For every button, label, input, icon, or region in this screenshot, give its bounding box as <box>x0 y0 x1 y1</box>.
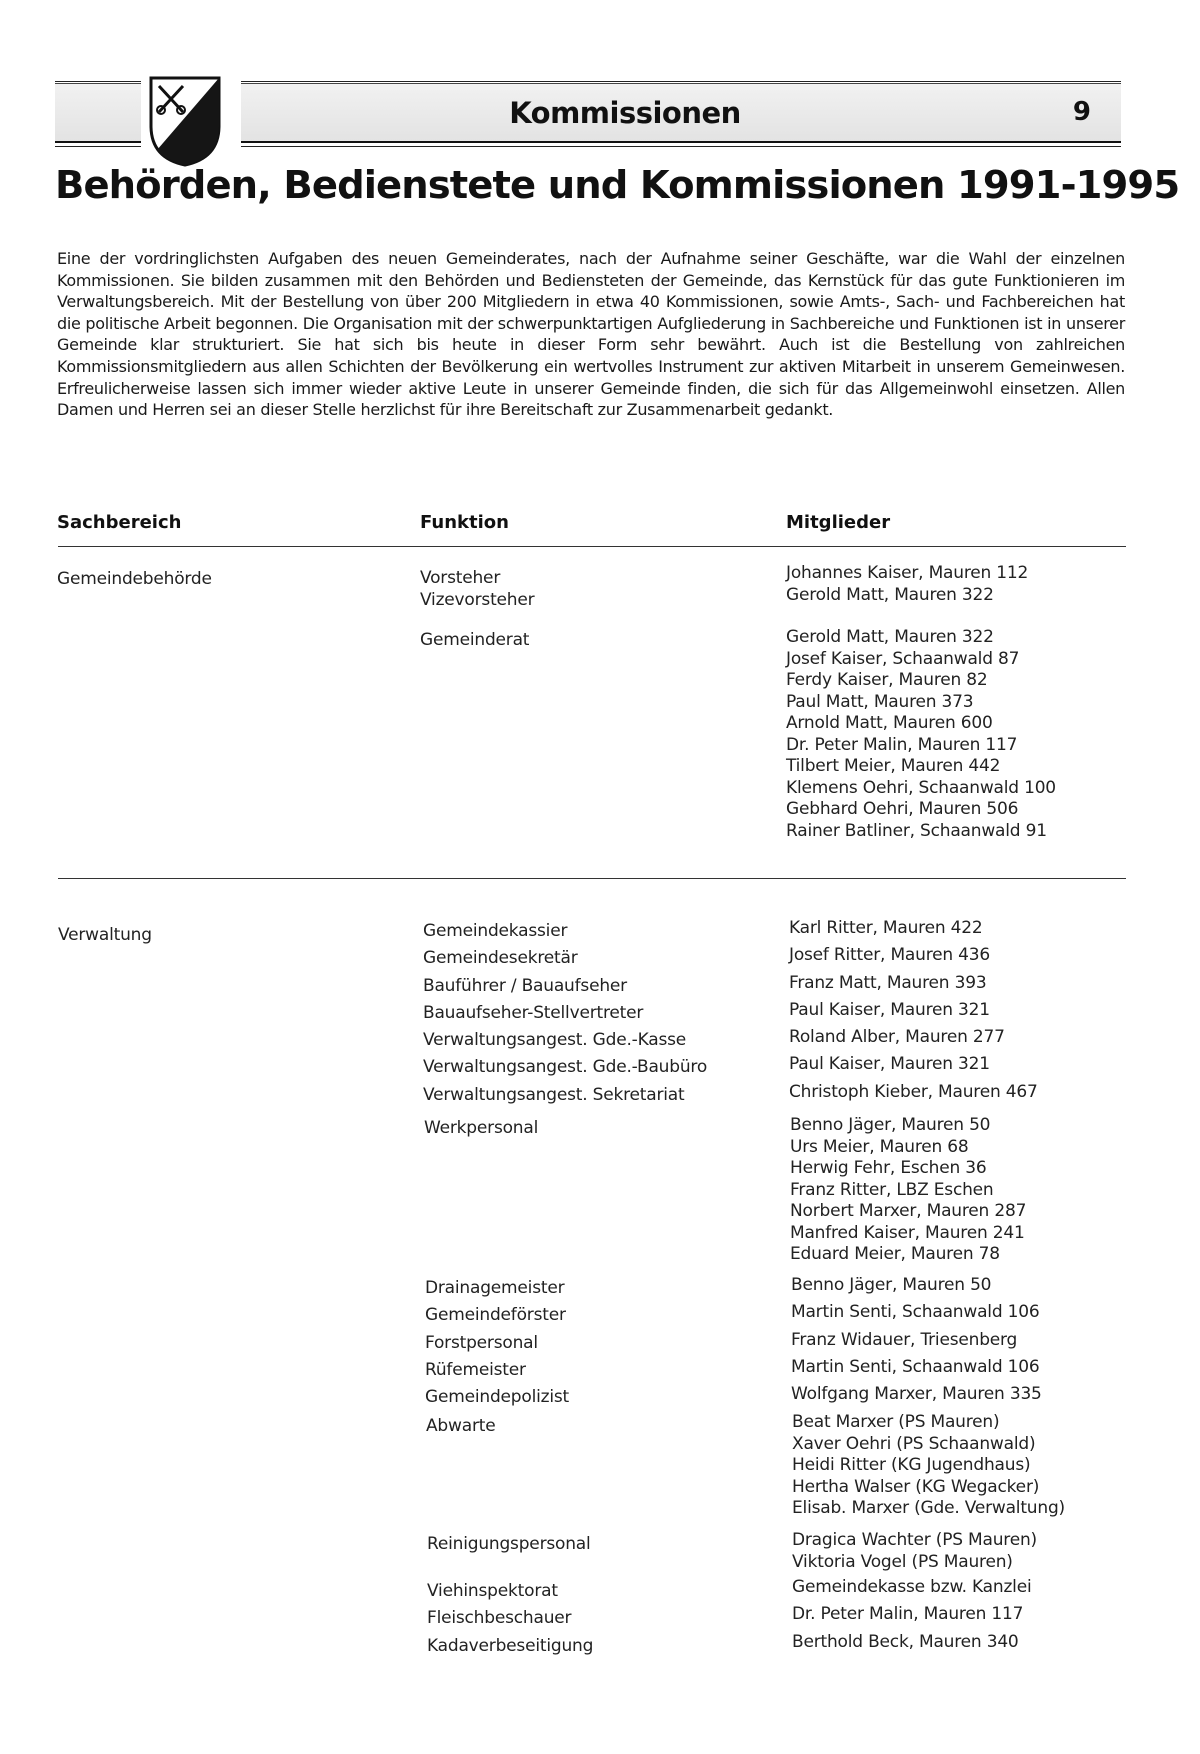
function-item: Rüfemeister <box>425 1359 526 1380</box>
member-item: Rainer Batliner, Schaanwald 91 <box>786 820 1047 841</box>
member-item: Martin Senti, Schaanwald 106 <box>791 1302 1040 1323</box>
members-block-forst <box>791 1272 1042 1408</box>
column-header-funktion: Funktion <box>420 512 509 533</box>
area-label: Verwaltung <box>58 925 152 945</box>
function-item: Verwaltungsangest. Sekretariat <box>423 1084 685 1105</box>
function-item: Forstpersonal <box>425 1332 538 1353</box>
member-item: Josef Kaiser, Schaanwald 87 <box>786 648 1020 669</box>
member-item: Martin Senti, Schaanwald 106 <box>791 1356 1040 1377</box>
intro-paragraph: Eine der vordringlichsten Aufgaben des neuen Gemeinderates, nach der Aufnahme seiner Geschäfte, war die Wahl der einzelnen Kommissionen. Sie bilden zusammen mit den Behörden und Bediensteten der Gemeinde, das Kernstück für das gute Funktionieren im Verwaltungsbereich. Mit der Bestellung von über 200 Mitgliedern in etwa 40 Kommissionen, sowie Amts-, Sach- und Fachbereichen hat die politische Arbeit begonnen. Die Organisation mit der schwerpunktartigen Aufgliederung in Sachbereiche und Funktionen ist in unserer Gemeinde klar strukturiert. Sie hat sich bis heute in dieser Form sehr bewährt. Auch ist die Bestellung von zahlreichen Kommissionsmitgliedern aus allen Schichten der Bevölkerung ein wertvolles Instrument zur aktiven Mitarbeit in unserem Gemeinwesen. Erfreulicherweise lassen sich immer wieder aktive Leute in unserer Gemeinde finden, die sich für das Allgemeinwohl einsetzen. Allen Damen und Herren sei an dieser Stelle herzlichst für ihre Bereitschaft zur Zusammenarbeit gedankt. <box>57 249 1125 420</box>
page-number: 9 <box>1072 97 1091 127</box>
function-item: Viehinspektorat <box>427 1581 558 1601</box>
functions-block-forst <box>425 1275 569 1411</box>
member-item: Viktoria Vogel (PS Mauren) <box>792 1551 1013 1572</box>
function-item: Gemeindepolizist <box>425 1387 570 1408</box>
member-item: Roland Alber, Mauren 277 <box>789 1027 1005 1048</box>
header-title: Kommissionen <box>509 96 741 130</box>
function-item: Bauführer / Bauaufseher <box>423 975 627 996</box>
member-item: Gerold Matt, Mauren 322 <box>786 627 994 647</box>
function-item: Verwaltungsangest. Gde.-Baubüro <box>423 1057 708 1078</box>
page-header <box>55 74 1121 154</box>
member-item: Christoph Kieber, Mauren 467 <box>789 1081 1038 1102</box>
member-item: Karl Ritter, Mauren 422 <box>789 918 983 938</box>
members-block-abwarte <box>792 1412 1065 1520</box>
functions-block-vorsteher <box>420 568 534 611</box>
section-divider <box>58 878 1126 879</box>
member-item: Gerold Matt, Mauren 322 <box>786 584 994 605</box>
functions-block-abwarte <box>426 1416 495 1438</box>
function-item: Gemeindeförster <box>425 1305 566 1326</box>
functions-block-reinigung <box>427 1534 591 1556</box>
member-item: Arnold Matt, Mauren 600 <box>786 713 993 733</box>
member-item: Benno Jäger, Mauren 50 <box>790 1115 991 1135</box>
member-item: Herwig Fehr, Eschen 36 <box>790 1158 987 1178</box>
member-item: Tilbert Meier, Mauren 442 <box>786 756 1001 776</box>
member-item: Paul Matt, Mauren 373 <box>786 691 974 712</box>
member-item: Xaver Oehri (PS Schaanwald) <box>792 1433 1036 1454</box>
members-block-reinigung <box>792 1530 1037 1573</box>
member-item: Gemeindekasse bzw. Kanzlei <box>792 1577 1032 1597</box>
member-item: Johannes Kaiser, Mauren 112 <box>786 563 1029 583</box>
coat-of-arms-icon <box>141 74 241 168</box>
member-item: Hertha Walser (KG Wegacker) <box>792 1476 1040 1497</box>
member-item: Heidi Ritter (KG Jugendhaus) <box>792 1455 1031 1475</box>
area-label: Gemeindebehörde <box>57 569 212 589</box>
members-block-verwaltung <box>789 915 1038 1106</box>
column-header-mitglieder: Mitglieder <box>786 512 891 533</box>
function-item: Verwaltungsangest. Gde.-Kasse <box>423 1030 687 1051</box>
member-item: Berthold Beck, Mauren 340 <box>792 1631 1019 1652</box>
members-block-vieh <box>792 1574 1031 1656</box>
member-item: Urs Meier, Mauren 68 <box>790 1136 969 1157</box>
member-item: Dr. Peter Malin, Mauren 117 <box>786 734 1018 755</box>
functions-block-werkpersonal <box>424 1118 538 1140</box>
member-item: Beat Marxer (PS Mauren) <box>792 1412 1000 1432</box>
member-item: Franz Ritter, LBZ Eschen <box>790 1179 994 1200</box>
functions-block-gemeinderat <box>420 630 529 652</box>
function-item: Werkpersonal <box>424 1118 539 1138</box>
members-block-vorsteher <box>786 563 1028 606</box>
function-item: Kadaverbeseitigung <box>427 1635 594 1656</box>
table-header-rule <box>58 546 1126 547</box>
member-item: Benno Jäger, Mauren 50 <box>791 1275 992 1295</box>
member-item: Franz Matt, Mauren 393 <box>789 972 987 993</box>
page-title: Behörden, Bedienstete und Kommissionen 1991-1995 <box>55 163 1180 208</box>
function-item: Gemeindesekretär <box>423 948 578 969</box>
member-item: Ferdy Kaiser, Mauren 82 <box>786 670 988 690</box>
function-item: Bauaufseher-Stellvertreter <box>423 1002 644 1023</box>
member-item: Josef Ritter, Mauren 436 <box>789 945 991 966</box>
member-item: Elisab. Marxer (Gde. Verwaltung) <box>792 1498 1065 1518</box>
function-item: Abwarte <box>426 1416 496 1436</box>
column-header-sachbereich: Sachbereich <box>57 512 182 533</box>
member-item: Dragica Wachter (PS Mauren) <box>792 1530 1037 1550</box>
member-item: Manfred Kaiser, Mauren 241 <box>790 1222 1025 1243</box>
function-item: Drainagemeister <box>425 1278 565 1298</box>
member-item: Paul Kaiser, Mauren 321 <box>789 1054 990 1075</box>
section-area-gemeindebehoerde <box>57 569 212 591</box>
function-item: Gemeindekassier <box>423 921 568 941</box>
member-item: Franz Widauer, Triesenberg <box>791 1329 1018 1350</box>
member-item: Dr. Peter Malin, Mauren 117 <box>792 1604 1024 1625</box>
members-block-gemeinderat <box>786 627 1056 842</box>
member-item: Wolfgang Marxer, Mauren 335 <box>791 1384 1042 1405</box>
function-item: Reinigungspersonal <box>427 1534 591 1554</box>
function-item: Gemeinderat <box>420 630 530 650</box>
member-item: Eduard Meier, Mauren 78 <box>790 1244 1000 1264</box>
section-area-verwaltung <box>58 925 152 947</box>
functions-block-verwaltung <box>423 918 707 1109</box>
function-item: Fleischbeschauer <box>427 1608 572 1629</box>
function-item: Vorsteher <box>420 568 501 588</box>
members-block-werkpersonal <box>790 1115 1026 1266</box>
functions-block-vieh <box>427 1578 593 1660</box>
member-item: Gebhard Oehri, Mauren 506 <box>786 799 1019 819</box>
member-item: Paul Kaiser, Mauren 321 <box>789 999 990 1020</box>
member-item: Norbert Marxer, Mauren 287 <box>790 1201 1027 1221</box>
member-item: Klemens Oehri, Schaanwald 100 <box>786 777 1056 798</box>
function-item: Vizevorsteher <box>420 589 535 610</box>
